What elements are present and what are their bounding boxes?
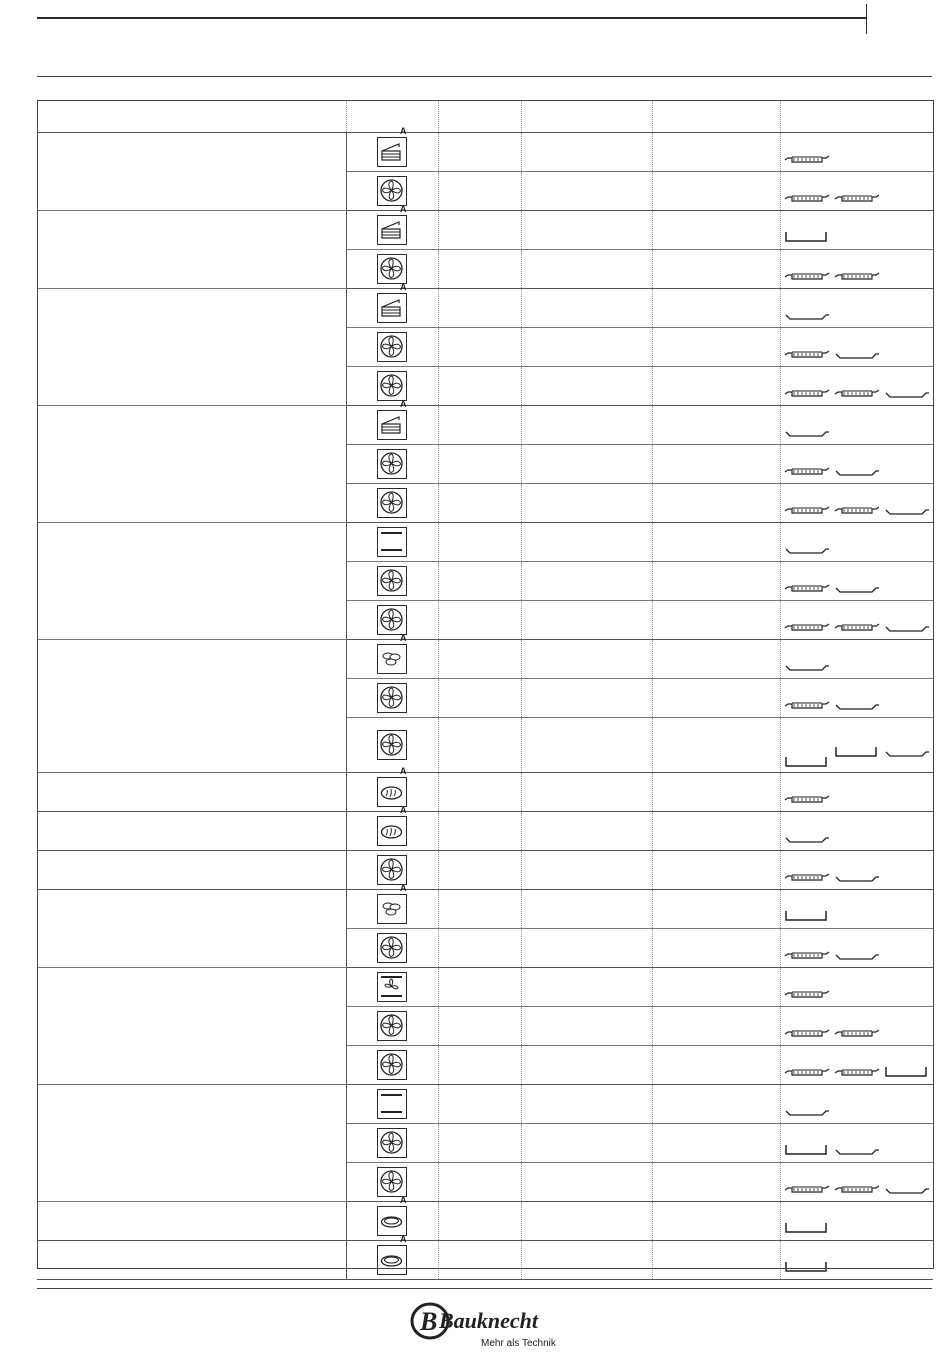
- table-row: [37, 773, 933, 812]
- footer-rule: [37, 1288, 932, 1289]
- flat-tray-icon: [784, 832, 830, 844]
- temperature-cell: [521, 851, 652, 890]
- function-cell: [346, 399, 438, 445]
- flat-tray-icon: [884, 1183, 930, 1195]
- fan-icon: [377, 1011, 407, 1041]
- temperature-cell: [521, 172, 652, 211]
- temperature-cell: [521, 406, 652, 445]
- function-cell: [346, 851, 438, 890]
- flat-tray-icon: [834, 348, 880, 360]
- duration-cell: [652, 812, 780, 851]
- table-row: [37, 289, 933, 328]
- function-cell: [346, 601, 438, 640]
- temperature-cell: [521, 679, 652, 718]
- duration-cell: [652, 1163, 780, 1202]
- top-rule: [37, 17, 867, 19]
- duration-cell: [652, 851, 780, 890]
- fan-icon: [377, 488, 407, 518]
- accessories-cell: [780, 968, 933, 1007]
- accessories-cell: [780, 890, 933, 929]
- wire-rack-icon: [784, 465, 830, 477]
- function-cell: [346, 1195, 438, 1241]
- function-cell: [346, 484, 438, 523]
- table-row: [37, 890, 933, 929]
- deep-tray-icon: [884, 1066, 930, 1078]
- temperature-cell: [521, 773, 652, 812]
- temperature-cell: [521, 289, 652, 328]
- header-function: [346, 100, 438, 133]
- pizza-auto-icon: [377, 1234, 407, 1275]
- fan-icon: [377, 933, 407, 963]
- header-rule: [37, 76, 932, 77]
- table-row: [37, 133, 933, 172]
- flat-tray-icon: [784, 543, 830, 555]
- auto-mark: A: [400, 1195, 407, 1205]
- wire-rack-icon: [784, 348, 830, 360]
- recipe-cell: [37, 1241, 346, 1280]
- brand-logo: [408, 1300, 568, 1350]
- preheat-cell: [438, 1241, 521, 1280]
- flat-tray-icon: [834, 582, 880, 594]
- accessories-cell: [780, 812, 933, 851]
- wire-rack-icon: [834, 1066, 880, 1078]
- function-cell: [346, 633, 438, 679]
- table-row: [37, 211, 933, 250]
- temperature-cell: [521, 601, 652, 640]
- header-preheat: [438, 100, 521, 133]
- preheat-cell: [438, 718, 521, 773]
- wire-rack-icon: [834, 621, 880, 633]
- wire-rack-icon: [834, 504, 880, 516]
- recipe-cell: [37, 968, 346, 1085]
- fan-icon: [377, 683, 407, 713]
- flat-tray-icon: [834, 465, 880, 477]
- flat-tray-icon: [834, 1144, 880, 1156]
- temperature-cell: [521, 640, 652, 679]
- bread-auto-icon: [377, 805, 407, 846]
- temperature-cell: [521, 1046, 652, 1085]
- preheat-cell: [438, 851, 521, 890]
- duration-cell: [652, 367, 780, 406]
- duration-cell: [652, 562, 780, 601]
- accessories-cell: [780, 445, 933, 484]
- duration-cell: [652, 172, 780, 211]
- temperature-cell: [521, 211, 652, 250]
- preheat-cell: [438, 250, 521, 289]
- duration-cell: [652, 890, 780, 929]
- function-cell: [346, 204, 438, 250]
- fan-icon: [377, 332, 407, 362]
- duration-cell: [652, 445, 780, 484]
- flat-tray-icon: [834, 699, 880, 711]
- table-row: [37, 1202, 933, 1241]
- wire-rack-icon: [834, 192, 880, 204]
- top-heat-fan-icon: [377, 972, 407, 1002]
- baking-table: [37, 100, 933, 1280]
- cake-auto-icon: [377, 399, 407, 440]
- flat-tray-icon: [784, 426, 830, 438]
- deep-tray-icon: [784, 910, 830, 922]
- fan-icon: [377, 1167, 407, 1197]
- recipe-cell: [37, 1085, 346, 1202]
- flat-tray-icon: [784, 309, 830, 321]
- wire-rack-icon: [784, 1066, 830, 1078]
- function-cell: [346, 1085, 438, 1124]
- top-corner-mark: [866, 4, 867, 34]
- wire-rack-icon: [784, 270, 830, 282]
- preheat-cell: [438, 929, 521, 968]
- recipe-cell: [37, 890, 346, 968]
- duration-cell: [652, 328, 780, 367]
- auto-mark: A: [400, 204, 407, 214]
- temperature-cell: [521, 445, 652, 484]
- fan-icon: [377, 605, 407, 635]
- duration-cell: [652, 133, 780, 172]
- auto-mark: A: [400, 282, 407, 292]
- function-cell: [346, 718, 438, 773]
- svg-text:B: B: [420, 1307, 438, 1336]
- auto-mark: A: [400, 883, 407, 893]
- wire-rack-icon: [834, 1027, 880, 1039]
- recipe-cell: [37, 133, 346, 211]
- temperature-cell: [521, 1124, 652, 1163]
- preheat-cell: [438, 367, 521, 406]
- table-row: [37, 812, 933, 851]
- flat-tray-icon: [834, 949, 880, 961]
- accessories-cell: [780, 133, 933, 172]
- temperature-cell: [521, 523, 652, 562]
- preheat-cell: [438, 523, 521, 562]
- table-header-row: [37, 100, 933, 133]
- wire-rack-icon: [784, 192, 830, 204]
- function-cell: [346, 1046, 438, 1085]
- accessories-cell: [780, 562, 933, 601]
- fan-icon: [377, 730, 407, 760]
- deep-tray-icon: [834, 746, 880, 758]
- temperature-cell: [521, 890, 652, 929]
- bread-auto-icon: [377, 766, 407, 807]
- table-row: [37, 1241, 933, 1280]
- temperature-cell: [521, 562, 652, 601]
- deep-tray-icon: [784, 1222, 830, 1234]
- temperature-cell: [521, 328, 652, 367]
- accessories-cell: [780, 1202, 933, 1241]
- duration-cell: [652, 601, 780, 640]
- function-cell: [346, 367, 438, 406]
- duration-cell: [652, 1085, 780, 1124]
- function-cell: [346, 172, 438, 211]
- wire-rack-icon: [834, 387, 880, 399]
- function-cell: [346, 562, 438, 601]
- preheat-cell: [438, 1124, 521, 1163]
- accessories-cell: [780, 211, 933, 250]
- cake-auto-icon: [377, 126, 407, 167]
- wire-rack-icon: [784, 504, 830, 516]
- wire-rack-icon: [784, 793, 830, 805]
- brand-name: Bauknecht: [439, 1308, 539, 1333]
- temperature-cell: [521, 133, 652, 172]
- preheat-cell: [438, 484, 521, 523]
- accessories-cell: [780, 523, 933, 562]
- preheat-cell: [438, 640, 521, 679]
- duration-cell: [652, 1046, 780, 1085]
- temperature-cell: [521, 1163, 652, 1202]
- duration-cell: [652, 929, 780, 968]
- wire-rack-icon: [784, 153, 830, 165]
- duration-cell: [652, 406, 780, 445]
- recipe-cell: [37, 640, 346, 773]
- wire-rack-icon: [784, 1027, 830, 1039]
- temperature-cell: [521, 250, 652, 289]
- recipe-cell: [37, 523, 346, 640]
- temperature-cell: [521, 484, 652, 523]
- wire-rack-icon: [784, 988, 830, 1000]
- table-row: [37, 406, 933, 445]
- table-row: [37, 1085, 933, 1124]
- function-cell: [346, 1234, 438, 1280]
- accessories-cell: [780, 1241, 933, 1280]
- wire-rack-icon: [784, 582, 830, 594]
- duration-cell: [652, 484, 780, 523]
- preheat-cell: [438, 1046, 521, 1085]
- accessories-cell: [780, 172, 933, 211]
- accessories-cell: [780, 601, 933, 640]
- function-cell: [346, 328, 438, 367]
- fan-icon: [377, 254, 407, 284]
- flat-tray-icon: [884, 746, 930, 758]
- preheat-cell: [438, 1202, 521, 1241]
- accessories-cell: [780, 929, 933, 968]
- temperature-cell: [521, 1007, 652, 1046]
- function-cell: [346, 250, 438, 289]
- preheat-cell: [438, 601, 521, 640]
- recipe-cell: [37, 773, 346, 812]
- duration-cell: [652, 968, 780, 1007]
- table-row: [37, 523, 933, 562]
- deep-tray-icon: [784, 756, 830, 768]
- function-cell: [346, 929, 438, 968]
- table-row: [37, 968, 933, 1007]
- duration-cell: [652, 640, 780, 679]
- table-row: [37, 640, 933, 679]
- accessories-cell: [780, 289, 933, 328]
- recipe-cell: [37, 406, 346, 523]
- preheat-cell: [438, 133, 521, 172]
- duration-cell: [652, 1202, 780, 1241]
- fan-icon: [377, 176, 407, 206]
- header-recipe: [37, 100, 346, 133]
- function-cell: [346, 1007, 438, 1046]
- preheat-cell: [438, 1085, 521, 1124]
- preheat-cell: [438, 890, 521, 929]
- auto-mark: A: [400, 633, 407, 643]
- recipe-cell: [37, 851, 346, 890]
- preheat-cell: [438, 812, 521, 851]
- preheat-cell: [438, 1163, 521, 1202]
- temperature-cell: [521, 1241, 652, 1280]
- duration-cell: [652, 773, 780, 812]
- accessories-cell: [780, 1085, 933, 1124]
- accessories-cell: [780, 679, 933, 718]
- accessories-cell: [780, 1163, 933, 1202]
- accessories-cell: [780, 367, 933, 406]
- duration-cell: [652, 679, 780, 718]
- wire-rack-icon: [784, 949, 830, 961]
- recipe-cell: [37, 289, 346, 406]
- function-cell: [346, 445, 438, 484]
- brand-tagline: Mehr als Technik: [481, 1338, 556, 1349]
- temperature-cell: [521, 1202, 652, 1241]
- function-cell: [346, 1124, 438, 1163]
- duration-cell: [652, 718, 780, 773]
- temperature-cell: [521, 968, 652, 1007]
- header-temperature: [521, 100, 652, 133]
- flat-tray-icon: [884, 504, 930, 516]
- cookies-auto-icon: [377, 883, 407, 924]
- preheat-cell: [438, 211, 521, 250]
- fan-icon: [377, 449, 407, 479]
- accessories-cell: [780, 1007, 933, 1046]
- deep-tray-icon: [784, 1144, 830, 1156]
- duration-cell: [652, 1124, 780, 1163]
- fan-icon: [377, 371, 407, 401]
- wire-rack-icon: [784, 871, 830, 883]
- deep-tray-icon: [784, 231, 830, 243]
- function-cell: [346, 523, 438, 562]
- duration-cell: [652, 1007, 780, 1046]
- flat-tray-icon: [834, 871, 880, 883]
- cake-auto-icon: [377, 282, 407, 323]
- temperature-cell: [521, 812, 652, 851]
- preheat-cell: [438, 1007, 521, 1046]
- preheat-cell: [438, 679, 521, 718]
- accessories-cell: [780, 250, 933, 289]
- accessories-cell: [780, 1046, 933, 1085]
- recipe-cell: [37, 211, 346, 289]
- accessories-cell: [780, 484, 933, 523]
- accessories-cell: [780, 718, 933, 773]
- function-cell: [346, 968, 438, 1007]
- auto-mark: A: [400, 766, 407, 776]
- preheat-cell: [438, 406, 521, 445]
- header-duration: [652, 100, 780, 133]
- duration-cell: [652, 211, 780, 250]
- pizza-auto-icon: [377, 1195, 407, 1236]
- recipe-cell: [37, 1202, 346, 1241]
- wire-rack-icon: [834, 1183, 880, 1195]
- temperature-cell: [521, 367, 652, 406]
- function-cell: [346, 766, 438, 812]
- flat-tray-icon: [884, 621, 930, 633]
- duration-cell: [652, 523, 780, 562]
- function-cell: [346, 1163, 438, 1202]
- recipe-cell: [37, 812, 346, 851]
- wire-rack-icon: [784, 387, 830, 399]
- fan-icon: [377, 1128, 407, 1158]
- accessories-cell: [780, 328, 933, 367]
- fan-icon: [377, 566, 407, 596]
- preheat-cell: [438, 968, 521, 1007]
- auto-mark: A: [400, 399, 407, 409]
- flat-tray-icon: [784, 1105, 830, 1117]
- cake-auto-icon: [377, 204, 407, 245]
- preheat-cell: [438, 172, 521, 211]
- top-bottom-heat-icon: [377, 527, 407, 557]
- table-row: [37, 851, 933, 890]
- auto-mark: A: [400, 126, 407, 136]
- preheat-cell: [438, 562, 521, 601]
- preheat-cell: [438, 445, 521, 484]
- temperature-cell: [521, 718, 652, 773]
- function-cell: [346, 126, 438, 172]
- auto-mark: A: [400, 1234, 407, 1244]
- duration-cell: [652, 289, 780, 328]
- fan-icon: [377, 1050, 407, 1080]
- function-cell: [346, 805, 438, 851]
- duration-cell: [652, 1241, 780, 1280]
- deep-tray-icon: [784, 1261, 830, 1273]
- preheat-cell: [438, 289, 521, 328]
- accessories-cell: [780, 406, 933, 445]
- accessories-cell: [780, 851, 933, 890]
- temperature-cell: [521, 929, 652, 968]
- flat-tray-icon: [884, 387, 930, 399]
- preheat-cell: [438, 328, 521, 367]
- cookies-auto-icon: [377, 633, 407, 674]
- accessories-cell: [780, 640, 933, 679]
- preheat-cell: [438, 773, 521, 812]
- header-accessories: [780, 100, 933, 133]
- accessories-cell: [780, 1124, 933, 1163]
- function-cell: [346, 679, 438, 718]
- auto-mark: A: [400, 805, 407, 815]
- duration-cell: [652, 250, 780, 289]
- function-cell: [346, 282, 438, 328]
- top-bottom-heat-icon: [377, 1089, 407, 1119]
- accessories-cell: [780, 773, 933, 812]
- function-cell: [346, 883, 438, 929]
- wire-rack-icon: [784, 1183, 830, 1195]
- wire-rack-icon: [784, 621, 830, 633]
- temperature-cell: [521, 1085, 652, 1124]
- wire-rack-icon: [834, 270, 880, 282]
- wire-rack-icon: [784, 699, 830, 711]
- fan-icon: [377, 855, 407, 885]
- flat-tray-icon: [784, 660, 830, 672]
